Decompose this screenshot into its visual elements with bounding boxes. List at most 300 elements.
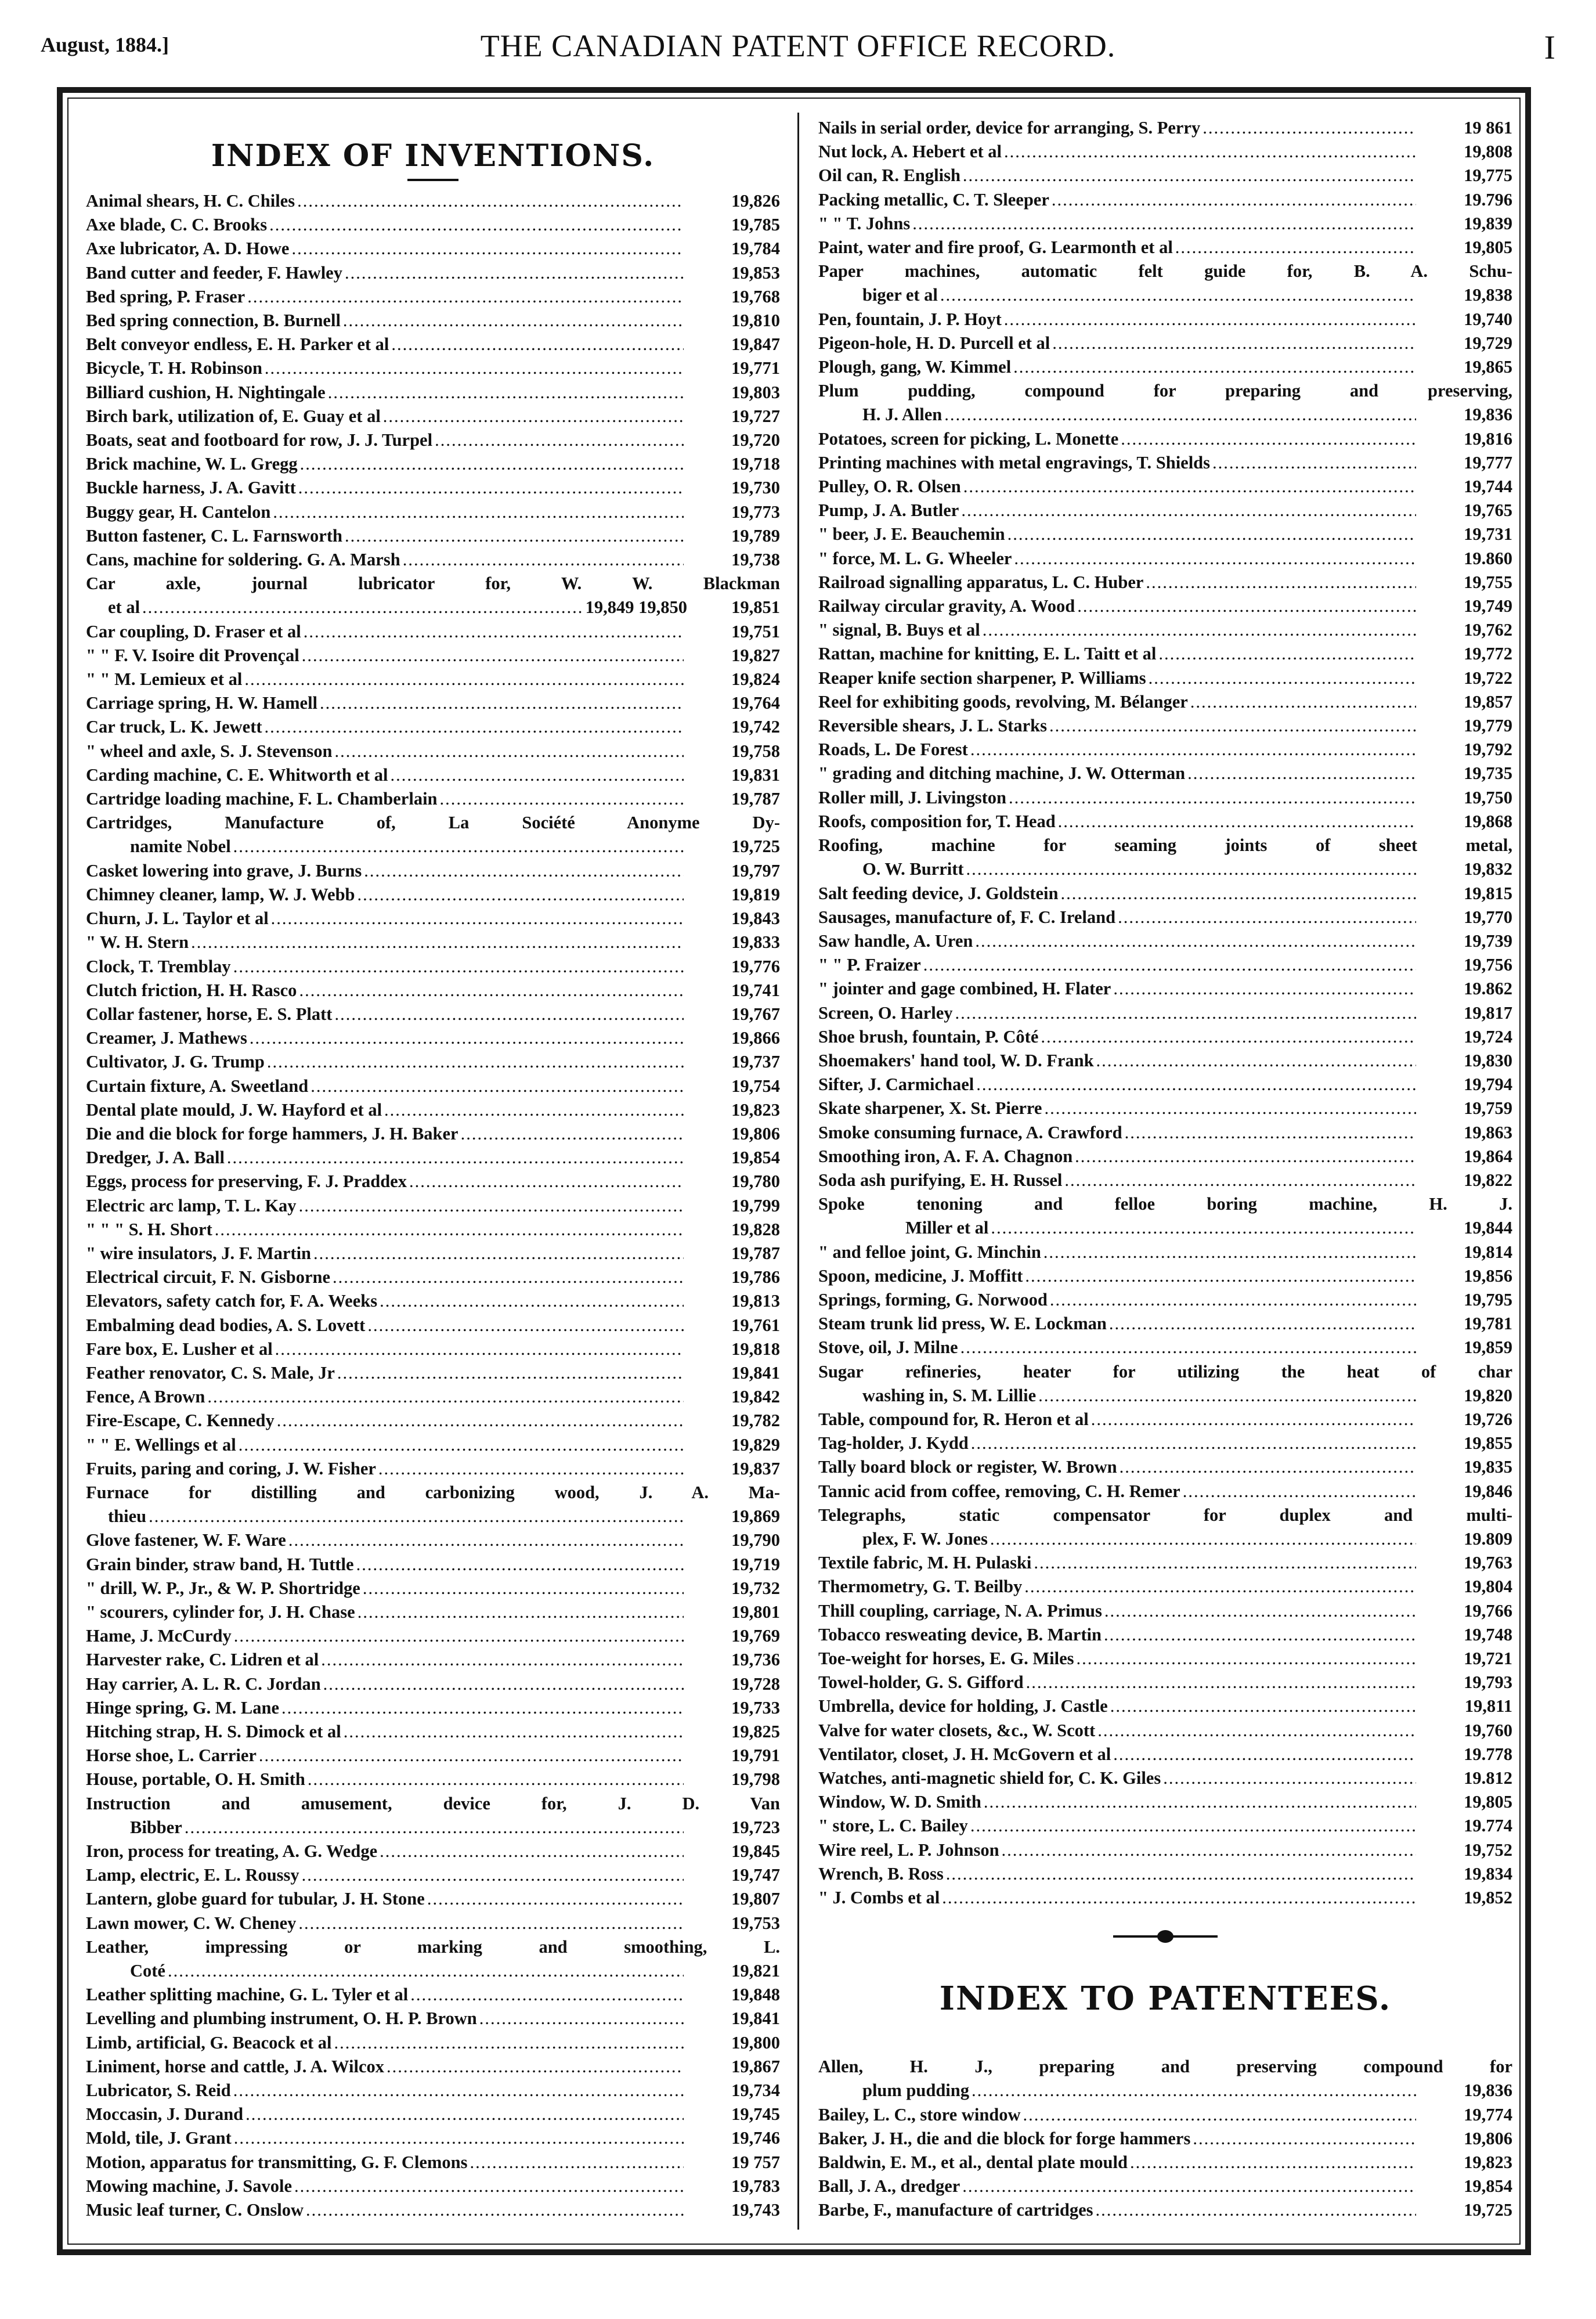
entry-text: Lawn mower, C. W. Cheney bbox=[86, 1913, 297, 1933]
patent-number: 19,761 bbox=[731, 1315, 780, 1335]
dot-leader bbox=[1052, 331, 1416, 355]
dot-leader bbox=[1008, 522, 1416, 546]
entry-text: Soda ash purifying, E. H. Russel bbox=[818, 1170, 1063, 1190]
entry-text: Railway circular gravity, A. Wood bbox=[818, 596, 1075, 616]
left-column bbox=[86, 118, 780, 2222]
dot-leader bbox=[962, 2174, 1416, 2198]
patent-number: 19,842 bbox=[731, 1387, 780, 1407]
patent-number: 19,855 bbox=[1464, 1433, 1512, 1454]
patent-number: 19,730 bbox=[731, 478, 780, 498]
dot-leader bbox=[1125, 1121, 1416, 1145]
index-entry bbox=[86, 356, 780, 380]
dot-leader bbox=[1038, 1384, 1416, 1408]
title-rule bbox=[407, 179, 458, 181]
entry-text: Table, compound for, R. Heron et al bbox=[818, 1409, 1089, 1429]
index-entry bbox=[86, 644, 780, 668]
index-entry bbox=[86, 309, 780, 333]
index-entry bbox=[818, 1886, 1512, 1910]
index-entry bbox=[818, 1145, 1512, 1168]
index-entry bbox=[818, 1288, 1512, 1312]
entry-text: Bed spring connection, B. Burnell bbox=[86, 311, 341, 331]
entry-text: Collar fastener, horse, E. S. Platt bbox=[86, 1004, 333, 1024]
entry-first-line: Leather, impressing or marking and smoothing, L. bbox=[86, 1936, 780, 1957]
dot-leader bbox=[1097, 1719, 1416, 1743]
dot-leader bbox=[1004, 308, 1416, 331]
patent-number: 19,726 bbox=[1464, 1409, 1512, 1429]
dot-leader bbox=[1026, 1671, 1416, 1694]
entry-text: et al bbox=[108, 597, 140, 618]
dot-leader bbox=[308, 1768, 684, 1791]
entry-text: Liniment, horse and cattle, J. A. Wilcox bbox=[86, 2056, 384, 2076]
patent-number: 19,725 bbox=[1464, 2200, 1512, 2220]
dot-leader bbox=[410, 1983, 684, 2007]
dot-leader bbox=[321, 1648, 684, 1672]
dot-leader bbox=[1064, 1168, 1416, 1192]
dot-leader bbox=[1060, 882, 1416, 906]
index-entry bbox=[818, 1312, 1512, 1336]
patent-number: 19,854 bbox=[731, 1148, 780, 1168]
index-entry bbox=[86, 620, 780, 644]
entry-text: Fruits, paring and coring, J. W. Fisher bbox=[86, 1458, 376, 1478]
index-entry bbox=[86, 452, 780, 476]
patent-number: 19,751 bbox=[731, 621, 780, 641]
index-entry bbox=[818, 451, 1512, 475]
dot-leader bbox=[1113, 977, 1416, 1001]
dot-leader bbox=[380, 1840, 684, 1863]
patent-number: 19,836 bbox=[1464, 405, 1512, 425]
dot-leader bbox=[288, 1528, 684, 1552]
index-entry bbox=[818, 2174, 1512, 2198]
dot-leader bbox=[963, 164, 1416, 187]
dot-leader bbox=[1077, 1647, 1416, 1671]
entry-text: " W. H. Stern bbox=[86, 932, 189, 953]
dot-leader bbox=[244, 668, 684, 691]
patent-number: 19,838 bbox=[1464, 285, 1512, 305]
dot-leader bbox=[391, 333, 684, 356]
entry-text: Horse shoe, L. Carrier bbox=[86, 1745, 257, 1766]
dot-leader bbox=[1077, 594, 1416, 618]
dot-leader bbox=[409, 1170, 684, 1193]
patent-number: 19,859 bbox=[1464, 1337, 1512, 1358]
entry-text: Clock, T. Tremblay bbox=[86, 956, 231, 976]
dot-leader bbox=[970, 738, 1416, 762]
patent-number: 19,755 bbox=[1464, 572, 1512, 592]
dot-leader bbox=[470, 2151, 684, 2174]
index-entry bbox=[86, 1385, 780, 1409]
patent-number: 19,789 bbox=[731, 525, 780, 546]
entry-text: Shoemakers' hand tool, W. D. Frank bbox=[818, 1050, 1094, 1070]
entry-text: Reel for exhibiting goods, revolving, M. Bélanger bbox=[818, 691, 1188, 712]
index-entry bbox=[86, 1314, 780, 1337]
dot-leader bbox=[358, 1600, 684, 1624]
index-entry bbox=[86, 1242, 780, 1265]
index-entry bbox=[818, 1599, 1512, 1623]
entry-text: Tag-holder, J. Kydd bbox=[818, 1433, 969, 1454]
entry-first-line: Instruction and amusement, device for, J. D. Van bbox=[86, 1793, 780, 1813]
patent-number: 19,828 bbox=[731, 1219, 780, 1239]
index-entry bbox=[86, 1218, 780, 1242]
patent-number: 19,803 bbox=[731, 382, 780, 402]
inventions-index-title: INDEX OF INVENTIONS. bbox=[211, 138, 655, 174]
index-entry bbox=[86, 476, 780, 500]
entry-text: Axe blade, C. C. Brooks bbox=[86, 215, 268, 235]
index-entry bbox=[818, 1216, 1512, 1240]
index-entry bbox=[86, 1577, 780, 1600]
dot-leader bbox=[1052, 188, 1416, 212]
entry-text: Roofs, composition for, T. Head bbox=[818, 811, 1056, 831]
index-entry bbox=[818, 547, 1512, 571]
index-entry bbox=[818, 522, 1512, 546]
entry-text: Bailey, L. C., store window bbox=[818, 2104, 1021, 2125]
entry-text: Packing metallic, C. T. Sleeper bbox=[818, 189, 1049, 210]
dot-leader bbox=[1014, 547, 1416, 571]
index-entry bbox=[86, 1696, 780, 1720]
index-entry bbox=[818, 1647, 1512, 1671]
patent-number: 19,854 bbox=[1464, 2176, 1512, 2197]
index-entry bbox=[818, 427, 1512, 451]
index-entry bbox=[86, 740, 780, 763]
patent-number: 19,810 bbox=[731, 311, 780, 331]
dot-leader bbox=[227, 1146, 684, 1170]
entry-text: " scourers, cylinder for, J. H. Chase bbox=[86, 1602, 355, 1622]
index-entry bbox=[86, 596, 780, 619]
patent-number: 19,756 bbox=[1464, 955, 1512, 975]
entry-text: " J. Combs et al bbox=[818, 1888, 940, 1908]
dot-leader bbox=[387, 2055, 684, 2079]
entry-text: " force, M. L. G. Wheeler bbox=[818, 548, 1012, 568]
dot-leader bbox=[250, 1026, 684, 1050]
entry-text: plex, F. W. Jones bbox=[862, 1528, 988, 1549]
entry-text: namite Nobel bbox=[130, 836, 231, 857]
patent-number: 19 757 bbox=[731, 2152, 780, 2172]
patent-number: 19,763 bbox=[1464, 1553, 1512, 1573]
index-entry bbox=[818, 857, 1512, 881]
patent-number: 19,743 bbox=[731, 2200, 780, 2220]
dot-leader bbox=[343, 309, 684, 333]
dot-leader bbox=[269, 213, 684, 237]
dot-leader bbox=[923, 953, 1416, 977]
entry-text: Tally board block or register, W. Brown bbox=[818, 1457, 1117, 1477]
page-number: I bbox=[1544, 28, 1555, 66]
index-entry bbox=[86, 2174, 780, 2198]
index-entry bbox=[818, 475, 1512, 499]
dot-leader bbox=[1025, 1264, 1416, 1288]
dot-leader bbox=[367, 1314, 684, 1337]
index-entry bbox=[818, 1001, 1512, 1025]
index-entry bbox=[86, 1002, 780, 1026]
entry-text: Car truck, L. K. Jewett bbox=[86, 717, 262, 737]
index-entry bbox=[86, 1289, 780, 1313]
patent-number: 19,769 bbox=[731, 1626, 780, 1646]
entry-text: Paint, water and fire proof, G. Learmonth et al bbox=[818, 237, 1173, 258]
patent-number: 19,844 bbox=[1464, 1218, 1512, 1238]
dot-leader bbox=[271, 907, 684, 931]
entry-text: Birch bark, utilization of, E. Guay et al bbox=[86, 406, 381, 426]
index-entry bbox=[86, 1361, 780, 1385]
patent-number: 19,836 bbox=[1464, 2080, 1512, 2101]
entry-text: Railroad signalling apparatus, L. C. Huber bbox=[818, 572, 1144, 592]
index-entry bbox=[818, 738, 1512, 762]
index-entry bbox=[818, 666, 1512, 690]
index-entry bbox=[818, 1551, 1512, 1575]
index-entry bbox=[86, 548, 780, 572]
dot-leader bbox=[300, 452, 684, 476]
index-entry bbox=[818, 1097, 1512, 1120]
entry-text: Motion, apparatus for transmitting, G. F. Clemons bbox=[86, 2152, 468, 2172]
entry-text: Ventilator, closet, J. H. McGovern et al bbox=[818, 1744, 1111, 1764]
index-entry bbox=[86, 1050, 780, 1074]
entry-text: Wire reel, L. P. Johnson bbox=[818, 1840, 999, 1860]
index-entry bbox=[86, 1265, 780, 1289]
entry-text: Chimney cleaner, lamp, W. J. Webb bbox=[86, 884, 355, 904]
patent-number: 19,780 bbox=[731, 1171, 780, 1192]
patent-number: 19,817 bbox=[1464, 1002, 1512, 1023]
patent-number: 19,867 bbox=[731, 2056, 780, 2076]
patent-number: 19,869 bbox=[731, 1506, 780, 1527]
patent-number: 19,853 bbox=[731, 262, 780, 283]
patent-number: 19,754 bbox=[731, 1076, 780, 1096]
dot-leader bbox=[963, 475, 1416, 499]
index-entry bbox=[86, 2126, 780, 2150]
dot-leader bbox=[1146, 571, 1416, 594]
index-entry bbox=[818, 953, 1512, 977]
dot-leader bbox=[323, 1672, 684, 1696]
patent-number: 19,724 bbox=[1464, 1026, 1512, 1047]
index-entry bbox=[818, 1838, 1512, 1862]
patent-number: 19,856 bbox=[1464, 1265, 1512, 1286]
patent-number: 19,791 bbox=[731, 1745, 780, 1766]
index-entry bbox=[818, 571, 1512, 594]
patent-number: 19,773 bbox=[731, 502, 780, 522]
index-entry bbox=[86, 2079, 780, 2102]
entry-text: Nut lock, A. Hebert et al bbox=[818, 142, 1002, 162]
dot-leader bbox=[971, 1431, 1416, 1455]
patent-number: 19.778 bbox=[1464, 1744, 1512, 1764]
patent-number: 19,829 bbox=[731, 1434, 780, 1455]
index-entry bbox=[818, 1336, 1512, 1359]
entry-text: Billiard cushion, H. Nightingale bbox=[86, 382, 326, 402]
dot-leader bbox=[364, 859, 684, 883]
dot-leader bbox=[1113, 1743, 1416, 1766]
patent-number: 19,798 bbox=[731, 1769, 780, 1790]
entry-text: Salt feeding device, J. Goldstein bbox=[818, 883, 1059, 903]
patent-number: 19,819 bbox=[731, 884, 780, 904]
dot-leader bbox=[297, 189, 684, 213]
patent-number: 19,758 bbox=[731, 741, 780, 761]
entry-text: Thermometry, G. T. Beilby bbox=[818, 1577, 1023, 1597]
entry-text: Mowing machine, J. Savole bbox=[86, 2176, 292, 2196]
dot-leader bbox=[1075, 1145, 1416, 1168]
entry-text: Spoon, medicine, J. Moffitt bbox=[818, 1265, 1023, 1286]
patent-number: 19,790 bbox=[731, 1530, 780, 1550]
dot-leader bbox=[363, 1577, 684, 1600]
patent-number: 19,750 bbox=[1464, 787, 1512, 807]
dot-leader bbox=[1044, 1097, 1416, 1120]
entry-text: Rattan, machine for knitting, E. L. Taitt et al bbox=[818, 644, 1157, 664]
patent-number: 19,845 bbox=[731, 1841, 780, 1862]
dot-leader bbox=[185, 1816, 684, 1840]
index-entry bbox=[86, 1074, 780, 1098]
index-entry bbox=[818, 1431, 1512, 1455]
dot-leader bbox=[1024, 1575, 1416, 1599]
index-entry bbox=[86, 1600, 780, 1624]
entry-text: Baldwin, E. M., et al., dental plate mould bbox=[818, 2152, 1128, 2173]
dot-leader bbox=[1190, 690, 1416, 714]
entry-text: Harvester rake, C. Lidren et al bbox=[86, 1650, 319, 1670]
dot-leader bbox=[975, 929, 1416, 953]
index-entry bbox=[86, 2007, 780, 2031]
entry-text: Stove, oil, J. Milne bbox=[818, 1337, 958, 1358]
entry-text: Tobacco resweating device, B. Martin bbox=[818, 1624, 1102, 1644]
patent-number: 19,738 bbox=[731, 550, 780, 570]
dot-leader bbox=[984, 1790, 1416, 1814]
entry-text: Die and die block for forge hammers, J. H. Baker bbox=[86, 1123, 458, 1144]
entry-text: Dredger, J. A. Ball bbox=[86, 1148, 225, 1168]
patent-number: 19,848 bbox=[731, 1985, 780, 2005]
patent-number: 19,775 bbox=[1464, 165, 1512, 186]
entry-text: Roller mill, J. Livingston bbox=[818, 787, 1006, 807]
index-entry bbox=[818, 1049, 1512, 1073]
dot-leader bbox=[265, 356, 684, 380]
entry-text: " " F. V. Isoire dit Provençal bbox=[86, 645, 299, 665]
entry-text: Mold, tile, J. Grant bbox=[86, 2128, 232, 2148]
inventions-list-right bbox=[818, 116, 1512, 1910]
entry-first-line: Allen, H. J., preparing and preserving compound for bbox=[818, 2057, 1512, 2077]
index-entry bbox=[86, 1026, 780, 1050]
entry-text: Cultivator, J. G. Trump bbox=[86, 1052, 265, 1072]
dot-leader bbox=[215, 1218, 684, 1242]
dot-leader bbox=[378, 1457, 684, 1481]
entry-text: Window, W. D. Smith bbox=[818, 1792, 981, 1812]
patent-number: 19.812 bbox=[1464, 1768, 1512, 1788]
dot-leader bbox=[149, 1505, 684, 1528]
patent-number: 19,759 bbox=[1464, 1098, 1512, 1119]
dot-leader bbox=[970, 1814, 1416, 1838]
entry-text: O. W. Burritt bbox=[862, 859, 964, 879]
entry-text: Sifter, J. Carmichael bbox=[818, 1074, 974, 1095]
dot-leader bbox=[427, 1887, 684, 1911]
dot-leader bbox=[1091, 1408, 1416, 1431]
entry-text: Carriage spring, H. W. Hamell bbox=[86, 693, 318, 713]
dot-leader bbox=[1009, 786, 1416, 810]
patent-number: 19,851 bbox=[731, 597, 780, 618]
index-entry bbox=[86, 1744, 780, 1768]
index-entry bbox=[818, 1264, 1512, 1288]
entry-text: Smoke consuming furnace, A. Crawford bbox=[818, 1122, 1122, 1142]
patent-number: 19,718 bbox=[731, 454, 780, 474]
entry-text: Fire-Escape, C. Kennedy bbox=[86, 1411, 275, 1431]
patent-number: 19,787 bbox=[731, 789, 780, 809]
patent-number: 19,739 bbox=[1464, 931, 1512, 951]
index-entry bbox=[818, 236, 1512, 259]
dot-leader bbox=[966, 857, 1416, 881]
index-entry bbox=[86, 1672, 780, 1696]
patent-number: 19,826 bbox=[731, 191, 780, 211]
index-entry bbox=[818, 1455, 1512, 1479]
patent-number: 19,839 bbox=[1464, 213, 1512, 233]
dot-leader bbox=[277, 1409, 684, 1433]
index-entry bbox=[818, 1168, 1512, 1192]
patent-number: 19,863 bbox=[1464, 1122, 1512, 1142]
patent-number: 19,843 bbox=[731, 908, 780, 929]
entry-text: Belt conveyor endless, E. H. Parker et al bbox=[86, 334, 389, 355]
dot-leader bbox=[142, 596, 582, 619]
patent-number: 19,846 bbox=[1464, 1481, 1512, 1501]
index-entry bbox=[86, 835, 780, 859]
index-entry bbox=[86, 883, 780, 907]
entry-text: Cartridge loading machine, F. L. Chamberlain bbox=[86, 789, 438, 809]
patent-number: 19.860 bbox=[1464, 548, 1512, 568]
dot-leader bbox=[435, 428, 684, 452]
index-entry bbox=[818, 1862, 1512, 1886]
column-divider bbox=[797, 113, 799, 2230]
patent-number: 19,807 bbox=[731, 1889, 780, 1909]
dot-leader bbox=[306, 2198, 684, 2222]
index-entry bbox=[86, 955, 780, 979]
entry-first-line: Furnace for distilling and carbonizing wood, J. A. Ma- bbox=[86, 1482, 780, 1502]
entry-text: Curtain fixture, A. Sweetland bbox=[86, 1076, 309, 1096]
entry-text: " " M. Lemieux et al bbox=[86, 669, 243, 690]
page-frame bbox=[57, 87, 1531, 2255]
dot-leader bbox=[1104, 1623, 1416, 1647]
patent-number: 19,764 bbox=[731, 693, 780, 713]
entry-text: Music leaf turner, C. Onslow bbox=[86, 2200, 304, 2220]
entry-text: washing in, S. M. Lillie bbox=[862, 1385, 1037, 1405]
dot-leader bbox=[1118, 906, 1416, 929]
patent-number: 19.774 bbox=[1464, 1816, 1512, 1836]
index-entry bbox=[86, 1648, 780, 1672]
dot-leader bbox=[334, 2031, 684, 2055]
index-entry bbox=[818, 906, 1512, 929]
dot-leader bbox=[345, 261, 684, 285]
entry-text: " " E. Wellings et al bbox=[86, 1434, 236, 1455]
dot-leader bbox=[234, 1624, 684, 1648]
patent-number: 19,834 bbox=[1464, 1863, 1512, 1884]
dot-leader bbox=[944, 403, 1416, 427]
entry-extra-numbers: 19,849 19,850 bbox=[585, 597, 687, 618]
patent-number: 19,745 bbox=[731, 2104, 780, 2125]
index-entry bbox=[818, 2151, 1512, 2174]
entry-text: Pulley, O. R. Olsen bbox=[818, 477, 961, 497]
patent-number: 19,719 bbox=[731, 1554, 780, 1574]
patent-number: 19,749 bbox=[1464, 596, 1512, 616]
dot-leader bbox=[168, 1959, 684, 1983]
dot-leader bbox=[383, 405, 684, 428]
patent-number: 19,777 bbox=[1464, 452, 1512, 473]
patent-number: 19,770 bbox=[1464, 907, 1512, 927]
patent-number: 19,852 bbox=[1464, 1888, 1512, 1908]
dot-leader bbox=[191, 931, 684, 954]
index-entry bbox=[818, 1790, 1512, 1814]
patent-number: 19,808 bbox=[1464, 142, 1512, 162]
patent-number: 19,857 bbox=[1464, 691, 1512, 712]
index-entry bbox=[86, 1624, 780, 1648]
index-entry bbox=[86, 1409, 780, 1433]
entry-text: Casket lowering into grave, J. Burns bbox=[86, 860, 362, 881]
dot-leader bbox=[1121, 427, 1416, 451]
index-entry bbox=[86, 2198, 780, 2222]
patent-number: 19,782 bbox=[731, 1411, 780, 1431]
index-entry bbox=[818, 2079, 1512, 2102]
dot-leader bbox=[1050, 1288, 1416, 1312]
index-entry bbox=[86, 787, 780, 811]
entry-text: Reaper knife section sharpener, P. Williams bbox=[818, 668, 1146, 688]
patent-number: 19,822 bbox=[1464, 1170, 1512, 1190]
dot-leader bbox=[233, 2079, 684, 2102]
patentees-index-title: INDEX TO PATENTEES. bbox=[939, 1979, 1392, 2018]
patent-number: 19.862 bbox=[1464, 979, 1512, 999]
patent-number: 19,797 bbox=[731, 860, 780, 881]
